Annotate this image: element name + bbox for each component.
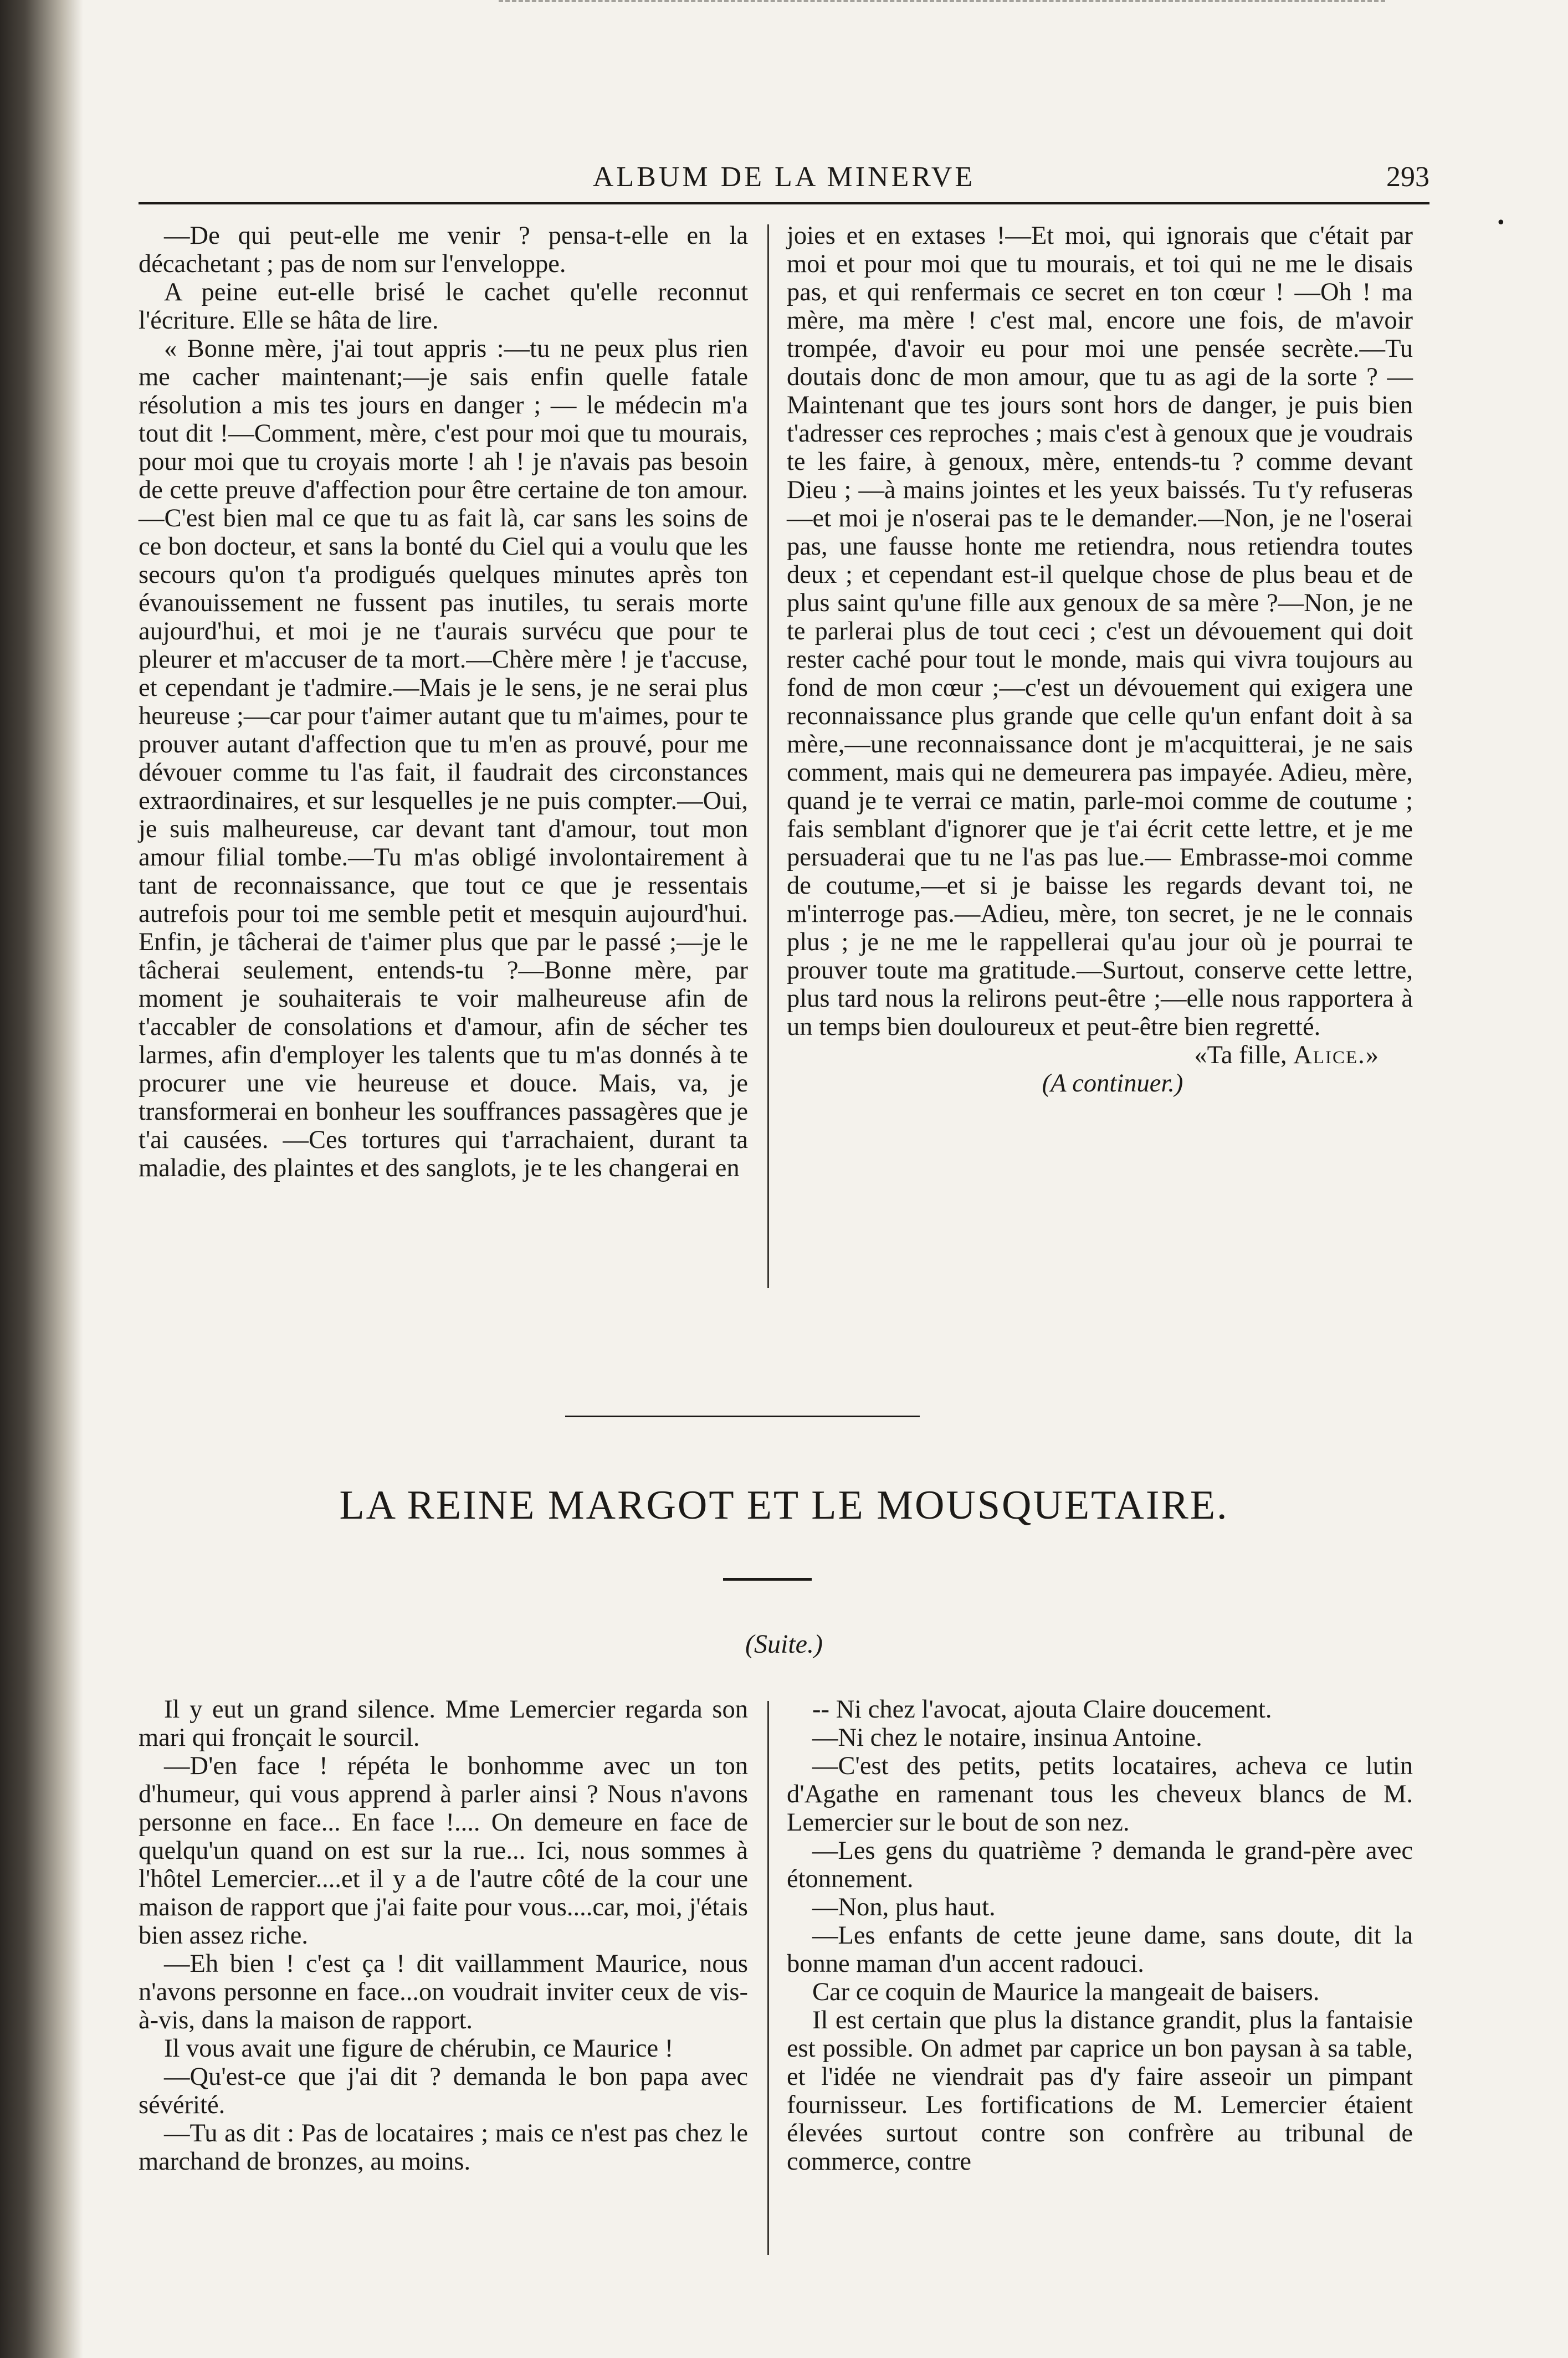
margin-mark: •	[1496, 213, 1506, 233]
paragraph: —Les gens du quatrième ? demanda le grand-père avec étonnement.	[787, 1837, 1413, 1893]
article-title: LA REINE MARGOT ET LE MOUSQUETAIRE.	[339, 1483, 1229, 1528]
paragraph: —Non, plus haut.	[812, 1893, 996, 1921]
signature-prefix: «Ta fille,	[1194, 1041, 1294, 1069]
signature-name: Alice.»	[1293, 1041, 1380, 1069]
paragraph: —Eh bien ! c'est ça ! dit vaillamment Maurice, nous n'avons personne en face...on voudrait inviter ceux de vis-à-vis, dans la maison de rapport.	[139, 1950, 748, 2034]
top-right-column	[787, 222, 1413, 1335]
paragraph: —Qu'est-ce que j'ai dit ? demanda le bon papa avec sévérité.	[139, 2063, 748, 2119]
paragraph: Il vous avait une figure de chérubin, ce Maurice !	[164, 2034, 674, 2063]
page-number: 293	[1386, 161, 1429, 193]
paragraph: —Tu as dit : Pas de locataires ; mais ce n'est pas chez le marchand de bronzes, au moins.	[139, 2119, 748, 2176]
paragraph: —De qui peut-elle me venir ? pensa-t-elle en la décachetant ; pas de nom sur l'enveloppe.	[139, 222, 748, 278]
header-rule	[139, 202, 1429, 204]
letter-signature	[787, 1041, 1413, 1069]
continuation-note: (A continuer.)	[1042, 1069, 1183, 1098]
paragraph: —Les enfants de cette jeune dame, sans doute, dit la bonne maman d'un accent radouci.	[787, 1921, 1413, 1978]
title-rule	[723, 1578, 812, 1581]
paragraph: Il y eut un grand silence. Mme Lemercier regarda son mari qui fronçait le sourcil.	[139, 1695, 748, 1752]
top-left-column	[139, 222, 748, 1335]
paragraph: —C'est des petits, petits locataires, acheva ce lutin d'Agathe en ramenant tous les cheveux blancs de M. Lemercier sur le bout de son nez.	[787, 1752, 1413, 1837]
paragraph: —Ni chez le notaire, insinua Antoine.	[812, 1724, 1202, 1752]
paragraph: Car ce coquin de Maurice la mangeait de baisers.	[812, 1978, 1320, 2006]
article-subtitle: (Suite.)	[745, 1629, 823, 1659]
bottom-right-column	[787, 1695, 1413, 2305]
paragraph: —D'en face ! répéta le bonhomme avec un ton d'humeur, qui vous apprend à parler ainsi ? Nous n'avons personne en face... En face !.... On demeure en face de quelqu'un quand on est sur la rue... Ici, nous sommes à l'hôtel Lemercier....et il y a de l'autre côté de la cour une maison de rapport que j'ai faite pour vous....car, moi, j'étais bien assez riche.	[139, 1752, 748, 1950]
paragraph: -- Ni chez l'avocat, ajouta Claire doucement.	[812, 1695, 1272, 1724]
running-header	[139, 161, 1429, 199]
paragraph: « Bonne mère, j'ai tout appris :—tu ne peux plus rien me cacher maintenant;—je sais enfin quelle fatale résolution a mis tes jours en danger ; — le médecin m'a tout dit !—Comment, mère, c'est pour moi que tu mourais, pour moi que tu croyais morte ! ah ! je n'avais pas besoin de cette preuve d'affection pour être certaine de ton amour.—C'est bien mal ce que tu as fait là, car sans les soins de ce bon docteur, et sans la bonté du Ciel qui a voulu que les secours qu'on t'a prodigués quelques minutes après ton évanouissement ne fussent pas inutiles, tu serais morte aujourd'hui, et moi je ne t'aurais survécu que pour te pleurer et m'accuser de ta mort.—Chère mère ! je t'accuse, et cependant je t'admire.—Mais je le sens, je ne serai plus heureuse ;—car pour t'aimer autant que tu m'aimes, pour te prouver autant d'affection que tu m'en as prouvé, pour me dévouer comme tu l'as fait, il faudrait des circonstances extraordinaires, et sur lesquelles je ne puis compter.—Oui, je suis malheureuse, car devant tant d'amour, tout mon amour filial tombe.—Tu m'as obligé involontairement à tant de reconnaissance, que tout ce que je ressentais autrefois pour toi me semble petit et mesquin aujourd'hui. Enfin, je tâcherai de t'aimer plus que par le passé ;—je le tâcherai seulement, entends-tu ?—Bonne mère, par moment je souhaiterais te voir malheureuse afin de t'accabler de consolations et d'amour, afin de sécher tes larmes, afin d'employer les talents que tu m'as donnés à te procurer une vie heureuse et douce. Mais, va, je transformerai en bonheur les souffrances passagères que je t'ai causées. —Ces tortures qui t'arrachaient, durant ta maladie, des plaintes et des sanglots, je te les changerai en	[139, 335, 748, 1182]
section-separator	[565, 1416, 920, 1417]
paragraph: joies et en extases !—Et moi, qui ignorais que c'était par moi et pour moi que tu mourais, et toi qui ne me le disais pas, et qui renfermais ce secret en ton cœur ! —Oh ! ma mère, ma mère ! c'est mal, encore une fois, de m'avoir trompée, d'avoir eu pour moi une pensée secrète.—Tu doutais donc de mon amour, que tu as agi de la sorte ? — Maintenant que tes jours sont hors de danger, je puis bien t'adresser ces reproches ; mais c'est à genoux que je voudrais te les faire, à genoux, mère, entends-tu ? comme devant Dieu ; —à mains jointes et les yeux baissés. Tu t'y refuseras—et moi je n'oserai pas te le demander.—Non, je ne l'oserai pas, une fausse honte me retiendra, nous retiendra toutes deux ; et cependant est-il quelque chose de plus beau et de plus saint qu'une fille aux genoux de sa mère ?—Non, je ne te parlerai plus de tout ceci ; c'est un dévouement qui doit rester caché pour tout le monde, mais qui vivra toujours au fond de mon cœur ;—c'est un dévouement qui exigera une reconnaissance plus grande que celle qu'un enfant doit à sa mère,—une reconnaissance dont je m'acquitterai, je ne sais comment, mais qui ne demeurera pas impayée. Adieu, mère, quand je te verrai ce matin, parle-moi comme de coutume ; fais semblant d'ignorer que je t'ai écrit cette lettre, et je me persuaderai que tu ne l'as pas lue.— Embrasse-moi comme de coutume,—et si je baisse les regards devant toi, ne m'interroge pas.—Adieu, mère, ton secret, je ne le connais plus ; je ne me le rappellerai qu'au jour où je pourrai te prouver toute ma gratitude.—Surtout, conserve cette lettre, plus tard nous la relirons peut-être ;—elle nous rapportera à un temps bien douloureux et peut-être bien regretté.	[787, 222, 1413, 1041]
book-binding-shadow	[0, 0, 83, 2358]
journal-title: ALBUM DE LA MINERVE	[592, 161, 976, 193]
column-divider	[767, 1701, 769, 2255]
print-specks	[499, 0, 1385, 12]
bottom-left-column	[139, 1695, 748, 2305]
column-divider	[767, 224, 769, 1288]
paragraph: A peine eut-elle brisé le cachet qu'elle reconnut l'écriture. Elle se hâta de lire.	[139, 278, 748, 335]
paragraph: Il est certain que plus la distance grandit, plus la fantaisie est possible. On admet par caprice un bon paysan à sa table, et l'idée ne viendrait pas d'y faire asseoir un pimpant fournisseur. Les fortifications de M. Lemercier étaient élevées surtout contre son confrère au tribunal de commerce, contre	[787, 2006, 1413, 2176]
